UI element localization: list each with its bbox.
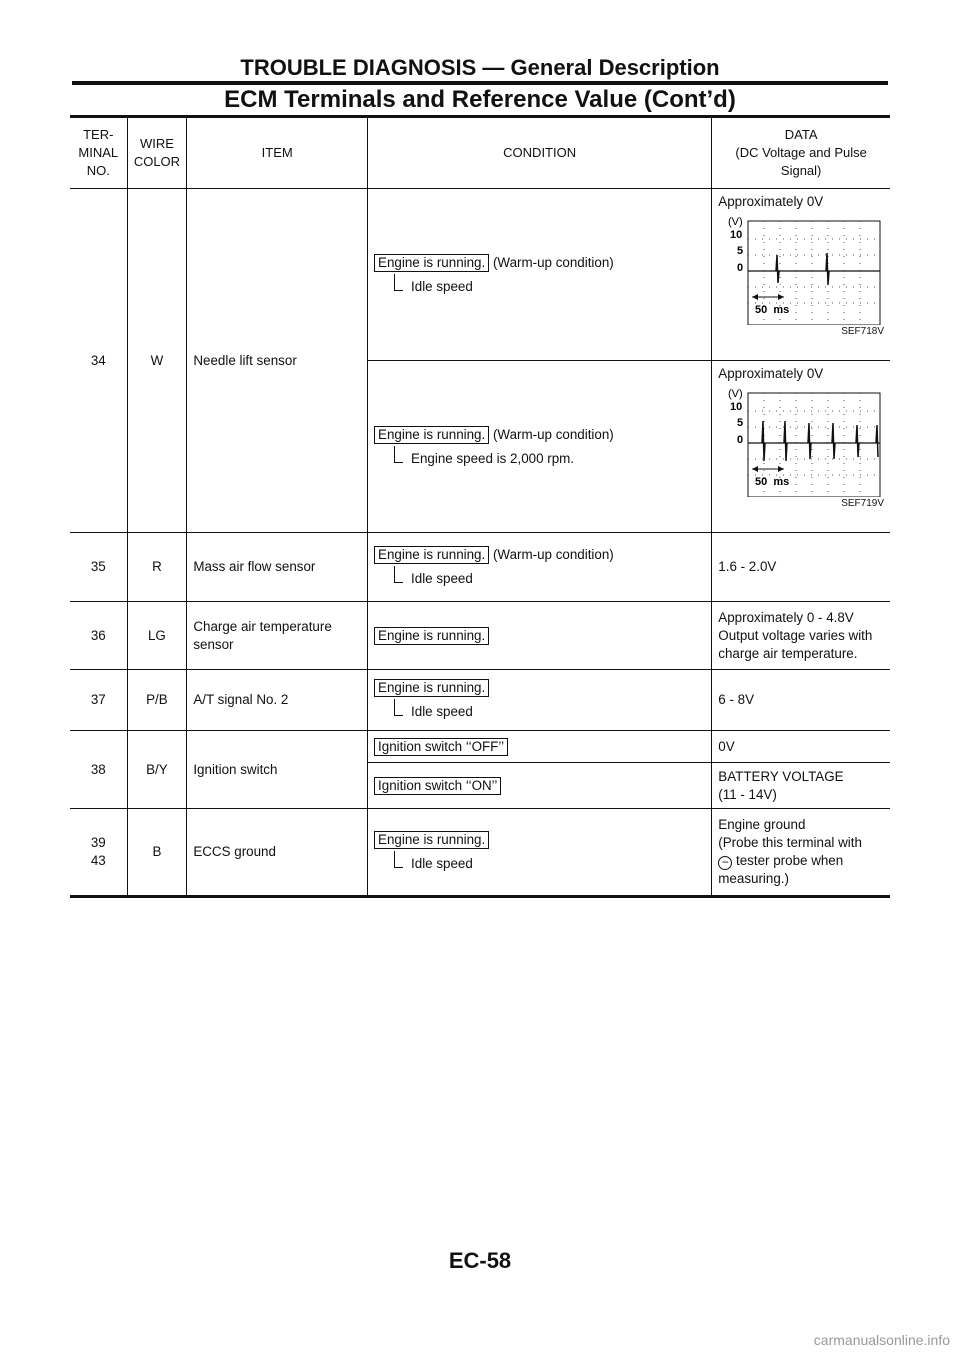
data-cell: 1.6 - 2.0V [712, 533, 890, 602]
data-line: (Probe this terminal with [718, 835, 862, 850]
oscilloscope-waveform-idle [718, 213, 882, 325]
condition-cell [368, 731, 712, 763]
item-cell: ECCS ground [187, 809, 368, 897]
terminal-cell: 37 [70, 670, 127, 731]
page-number: EC-58 [448, 1248, 512, 1273]
col-condition: CONDITION [368, 117, 712, 189]
table-row [70, 809, 890, 897]
table-header-row [70, 117, 890, 189]
condition-tag: Engine is running. [374, 546, 489, 564]
col-data: DATA (DC Voltage and Pulse Signal) [712, 117, 890, 189]
condition-cell [368, 189, 712, 361]
condition-note: (Warm-up condition) [492, 254, 614, 270]
data-cell: 6 - 8V [712, 670, 890, 731]
item-cell: Needle lift sensor [187, 189, 368, 533]
condition-cell [368, 361, 712, 533]
terminal-cell: 39 43 [70, 809, 127, 897]
data-cell [712, 189, 890, 361]
terminal-cell: 36 [70, 602, 127, 670]
data-cell [712, 809, 890, 897]
condition-cell [368, 763, 712, 809]
condition-sub: Idle speed [374, 278, 705, 296]
col-terminal: TER- MINAL NO. [70, 117, 127, 189]
oscilloscope-waveform-2000rpm [718, 385, 882, 497]
condition-cell [368, 533, 712, 602]
wire-cell: P/B [127, 670, 187, 731]
wire-cell: R [127, 533, 187, 602]
item-cell: Charge air temperature sensor [187, 602, 368, 670]
data-cell: Approximately 0 - 4.8V Output voltage varies with charge air temperature. [712, 602, 890, 670]
condition-tag: Engine is running. [374, 679, 489, 697]
item-cell: Ignition switch [187, 731, 368, 809]
table-row [70, 533, 890, 602]
data-text: Approximately 0V [718, 194, 824, 209]
condition-sub: Engine speed is 2,000 rpm. [374, 450, 705, 468]
wire-cell: LG [127, 602, 187, 670]
condition-tag: Engine is running. [374, 426, 489, 444]
table-row [70, 670, 890, 731]
scope-y5: 5 [737, 417, 744, 429]
item-cell: A/T signal No. 2 [187, 670, 368, 731]
condition-note: (Warm-up condition) [492, 426, 614, 442]
data-text: Approximately 0V [718, 366, 824, 381]
table-row [70, 602, 890, 670]
terminal-cell: 35 [70, 533, 127, 602]
terminal-cell: 34 [70, 189, 127, 533]
footer-watermark: carmanualsonline.info [813, 1332, 950, 1348]
scope-time: 50 ms [755, 304, 790, 316]
scope-y5: 5 [737, 245, 744, 257]
condition-cell [368, 602, 712, 670]
figure-id: SEF718V [841, 326, 884, 337]
data-cell: BATTERY VOLTAGE (11 - 14V) [712, 763, 890, 809]
condition-cell [368, 670, 712, 731]
table-row [70, 731, 890, 763]
scope-y10: 10 [730, 401, 743, 413]
table-row [70, 189, 890, 361]
figure-id: SEF719V [841, 498, 884, 509]
condition-cell [368, 809, 712, 897]
item-cell: Mass air flow sensor [187, 533, 368, 602]
condition-sub: Idle speed [374, 855, 705, 873]
section-title: TROUBLE DIAGNOSIS — General Description [240, 55, 720, 80]
ecm-terminal-table [70, 115, 890, 898]
col-item: ITEM [187, 117, 368, 189]
condition-tag: Engine is running. [374, 627, 489, 645]
scope-time: 50 ms [755, 476, 790, 488]
data-cell [712, 361, 890, 533]
condition-sub: Idle speed [374, 703, 705, 721]
scope-y10: 10 [730, 229, 743, 241]
data-line: measuring.) [718, 871, 789, 886]
condition-note: (Warm-up condition) [492, 547, 614, 562]
condition-tag: Engine is running. [374, 831, 489, 849]
data-line: Engine ground [718, 817, 806, 832]
scope-y0: 0 [737, 434, 744, 446]
data-line: tester probe when [736, 853, 844, 868]
scope-y0: 0 [737, 262, 744, 274]
wire-cell: B/Y [127, 731, 187, 809]
scope-unit: (V) [728, 388, 743, 400]
terminal-cell: 38 [70, 731, 127, 809]
data-cell: 0V [712, 731, 890, 763]
wire-cell: W [127, 189, 187, 533]
condition-tag: Ignition switch ‘‘ON’’ [374, 777, 501, 795]
condition-tag: Engine is running. [374, 254, 489, 272]
section-subtitle: ECM Terminals and Reference Value (Cont’d) [224, 86, 736, 113]
col-wire-color: WIRE COLOR [127, 117, 187, 189]
minus-circle-icon: − [718, 856, 732, 870]
condition-sub: Idle speed [374, 570, 705, 588]
scope-unit: (V) [728, 216, 743, 228]
header-rule [72, 81, 888, 85]
condition-tag: Ignition switch ‘‘OFF’’ [374, 738, 508, 756]
wire-cell: B [127, 809, 187, 897]
